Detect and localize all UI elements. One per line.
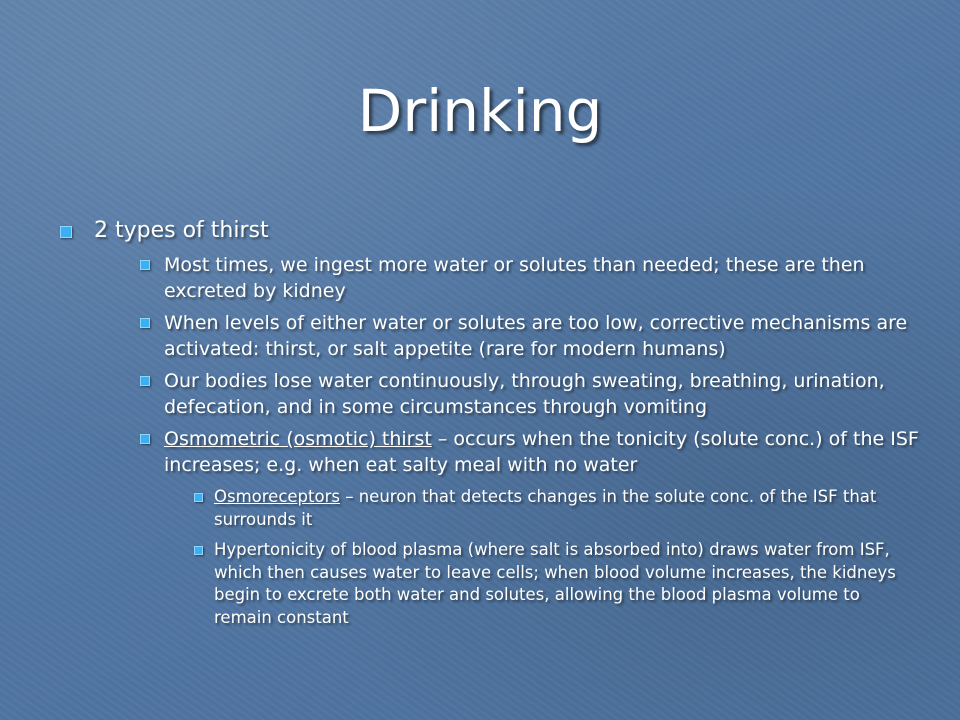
bullet-text: Hypertonicity of blood plasma (where salt is absorbed into) draws water from ISF, which then causes water to leave cells; when blood volume increases, the kidneys begin to excrete both water and solutes, allowing the blood plasma volume to remain constant	[214, 540, 896, 627]
square-bullet-icon	[194, 546, 203, 555]
bullet-list-level-2	[140, 252, 920, 629]
square-bullet-icon	[194, 493, 203, 502]
square-bullet-icon	[140, 376, 150, 386]
list-item	[60, 216, 920, 629]
list-item	[140, 252, 920, 304]
list-item	[194, 539, 920, 629]
square-bullet-icon	[140, 318, 150, 328]
bullet-text: Our bodies lose water continuously, through sweating, breathing, urination, defecation, and in some circumstances through vomiting	[164, 370, 885, 418]
osmometric-thirst-term: Osmometric (osmotic) thirst	[164, 428, 432, 450]
bullet-text: – neuron that detects changes in the solute conc. of the ISF that surrounds it	[214, 487, 877, 529]
square-bullet-icon	[140, 434, 150, 444]
bullet-text: – occurs when the tonicity (solute conc.) of the ISF increases; e.g. when eat salty meal with no water	[164, 428, 919, 476]
list-item	[140, 368, 920, 420]
osmoreceptors-term: Osmoreceptors	[214, 487, 340, 506]
square-bullet-icon	[140, 260, 150, 270]
list-item	[140, 310, 920, 362]
slide-content	[60, 216, 920, 629]
bullet-text: Most times, we ingest more water or solutes than needed; these are then excreted by kidney	[164, 254, 865, 302]
square-bullet-icon	[60, 226, 72, 238]
bullet-text: 2 types of thirst	[94, 218, 269, 243]
list-item	[194, 486, 920, 531]
list-item	[140, 426, 920, 629]
slide-title: Drinking	[357, 77, 603, 145]
bullet-list-level-3	[194, 486, 920, 629]
bullet-list-level-1	[60, 216, 920, 629]
bullet-text: When levels of either water or solutes are too low, corrective mechanisms are activated: thirst, or salt appetite (rare for modern humans)	[164, 312, 908, 360]
